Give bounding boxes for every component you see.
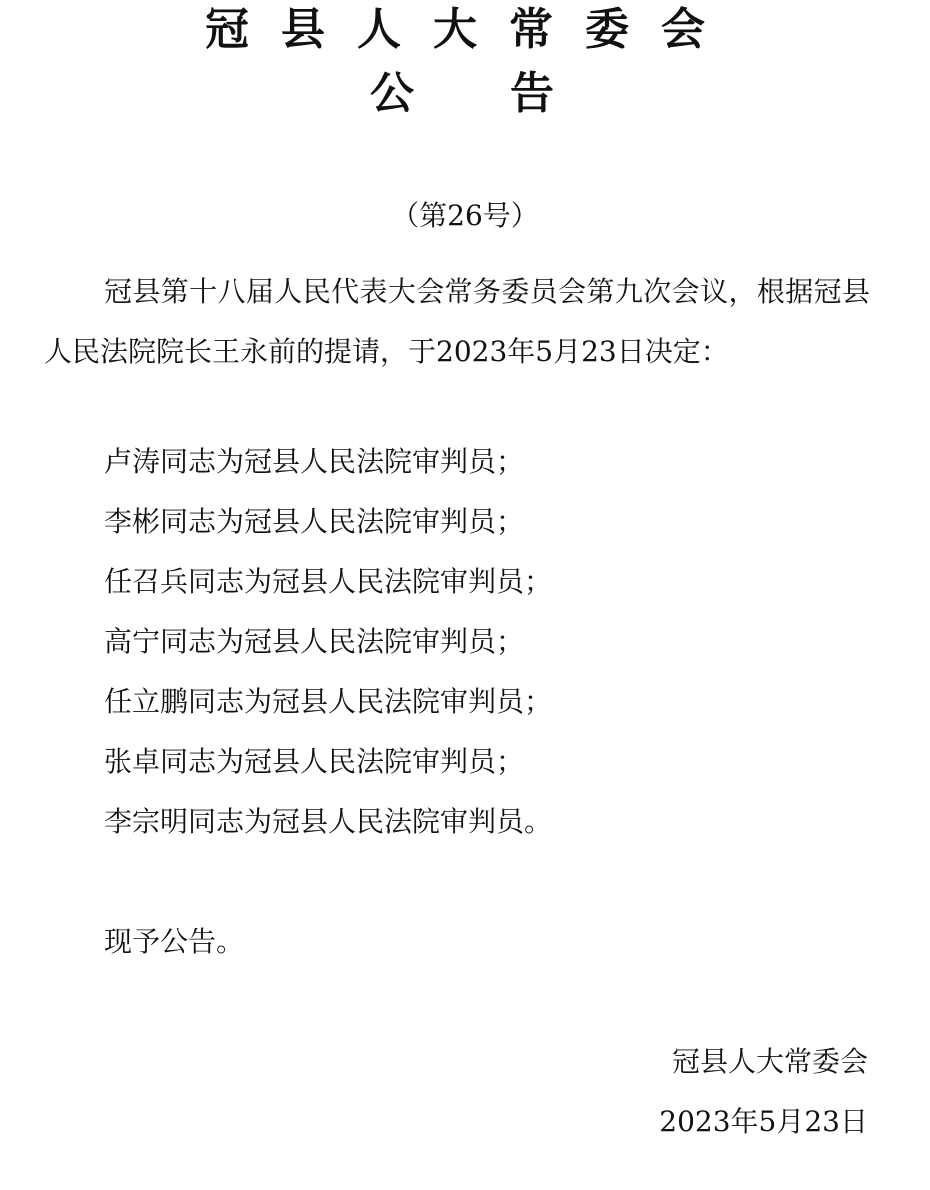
issuer-signature: 冠县人大常委会 (671, 1045, 868, 1078)
appointment-item: 卢涛同志为冠县人民法院审判员； (104, 445, 525, 478)
appointment-item: 高宁同志为冠县人民法院审判员； (104, 625, 525, 658)
closing-statement: 现予公告。 (104, 925, 245, 958)
appointment-item: 李彬同志为冠县人民法院审判员； (104, 505, 525, 538)
announcement-title: 冠县人大常委会 (205, 4, 737, 55)
appointment-item: 张卓同志为冠县人民法院审判员； (104, 745, 525, 778)
announcement-subtitle: 公告 (370, 68, 650, 119)
appointment-item: 任立鹏同志为冠县人民法院审判员； (104, 685, 553, 718)
appointment-item: 任召兵同志为冠县人民法院审判员； (104, 565, 553, 598)
decision-paragraph: 冠县第十八届人民代表大会常务委员会第九次会议，根据冠县人民法院院长王永前的提请，于2023年5月23日决定： (44, 275, 870, 368)
appointment-item: 李宗明同志为冠县人民法院审判员。 (104, 805, 553, 838)
issue-date: 2023年5月23日 (659, 1105, 868, 1138)
document-number: （第26号） (391, 199, 539, 232)
